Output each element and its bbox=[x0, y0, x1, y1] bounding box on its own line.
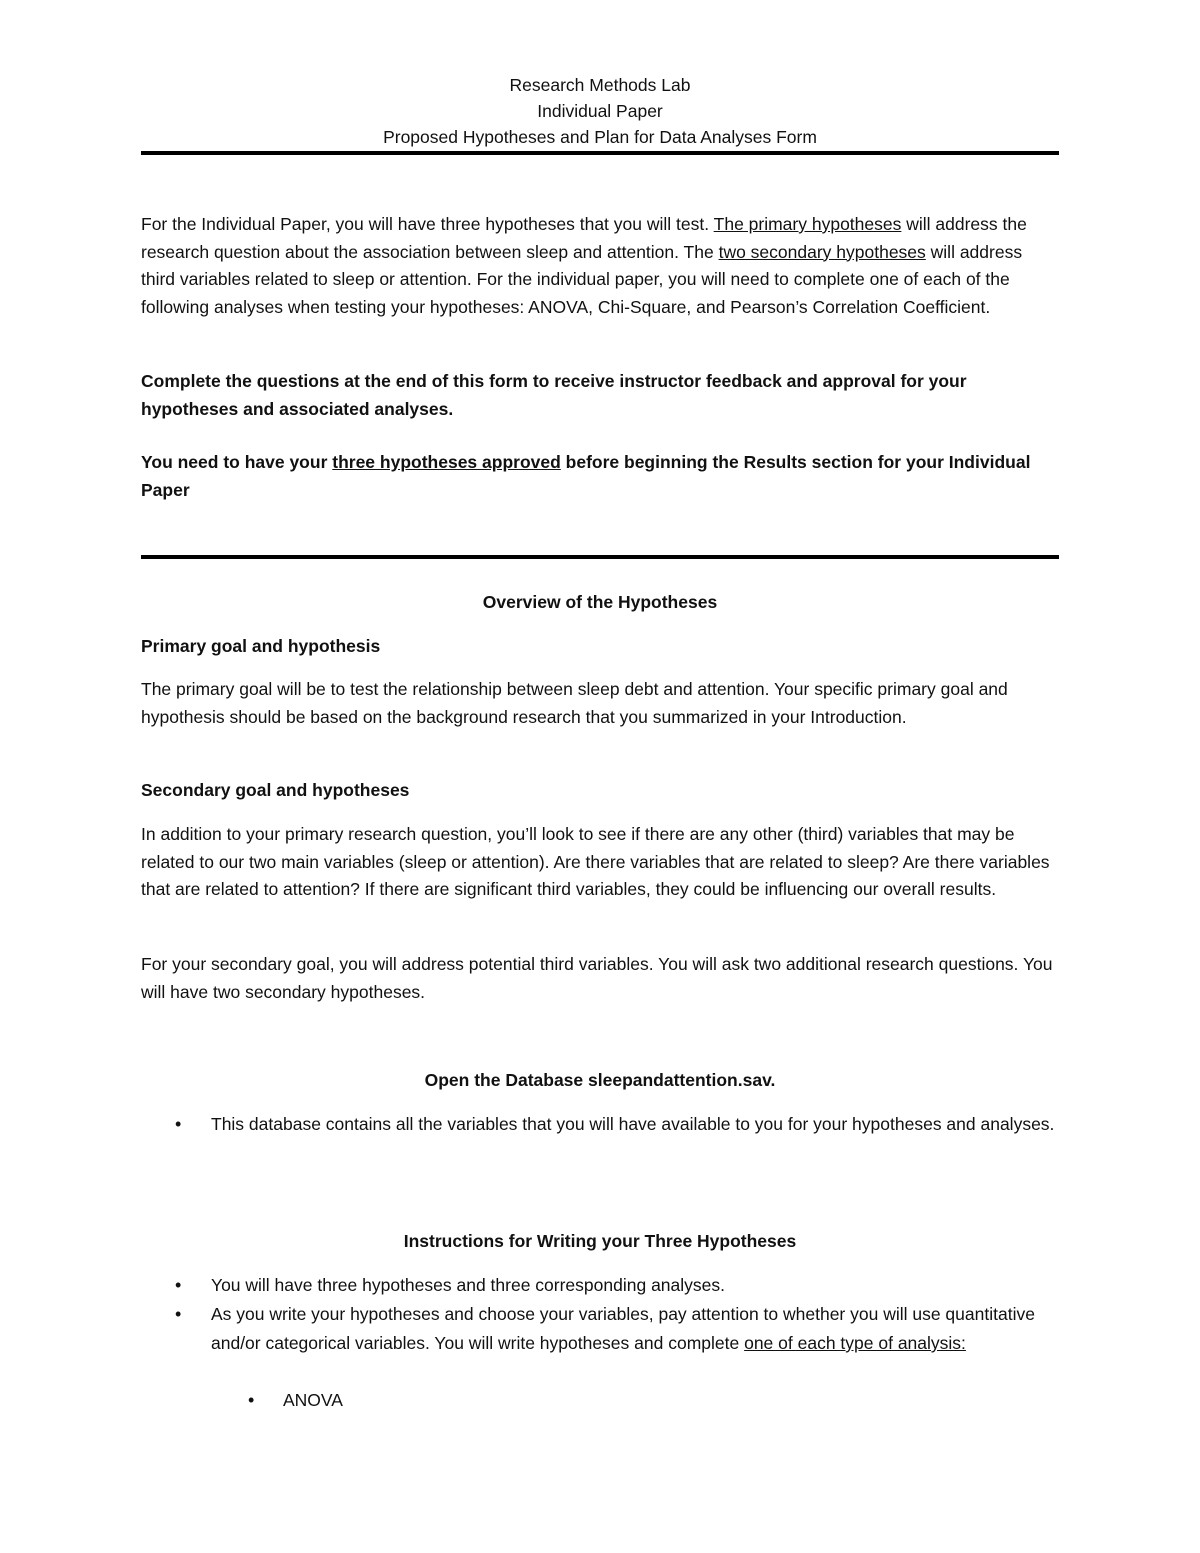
header-form-title: Proposed Hypotheses and Plan for Data Analyses Form bbox=[383, 127, 817, 147]
database-title: Open the Database sleepandattention.sav. bbox=[424, 1070, 776, 1090]
list-item bbox=[141, 1271, 1059, 1300]
intro-secondary-hypotheses-underlined: two secondary hypotheses bbox=[718, 241, 926, 262]
secondary-goal-heading: Secondary goal and hypotheses bbox=[141, 780, 410, 800]
list-item bbox=[141, 1110, 1059, 1139]
bullet-icon: • bbox=[175, 1275, 182, 1295]
list-item bbox=[141, 1300, 1059, 1358]
list-item bbox=[246, 1386, 946, 1415]
complete-questions-note: Complete the questions at the end of this form to receive instructor feedback and approval for your hypotheses and associated analyses. bbox=[141, 371, 967, 419]
approval-text-1: You need to have your bbox=[141, 452, 333, 472]
primary-goal-text: The primary goal will be to test the relationship between sleep debt and attention. Your specific primary goal and hypothesis should be based on the background research that you summarized in your Introduction. bbox=[141, 679, 1008, 727]
secondary-goal-text-2: For your secondary goal, you will address potential third variables. You will ask two additional research questions. You will have two secondary hypotheses. bbox=[141, 954, 1053, 1002]
approval-requirement-note bbox=[141, 449, 1059, 504]
analysis-type-list bbox=[246, 1386, 946, 1415]
overview-title: Overview of the Hypotheses bbox=[482, 592, 718, 612]
primary-goal-heading: Primary goal and hypothesis bbox=[141, 636, 381, 656]
secondary-goal-text-1: In addition to your primary research question, you’ll look to see if there are any other (third) variables that may be related to our two main variables (sleep or attention). Are there variables that are related to sleep? Are there variables that are related to attention? If there are significant third variables, they could be influencing our overall results. bbox=[141, 824, 1050, 899]
bullet-icon: • bbox=[175, 1304, 182, 1324]
header-paper-title: Individual Paper bbox=[537, 101, 663, 121]
section-divider bbox=[141, 555, 1059, 559]
intro-paragraph bbox=[141, 211, 1059, 321]
intro-text-3: will address third variables related to sleep or attention. For the individual paper, you will need to complete one of each of the following analyses when testing your hypotheses: ANOVA, Chi-Square, and Pearson’s Correlation Coefficient. bbox=[141, 241, 1023, 317]
analysis-type-anova: ANOVA bbox=[283, 1390, 343, 1410]
approval-text-2: before beginning the Results section for your Individual Paper bbox=[141, 452, 1031, 500]
instructions-title: Instructions for Writing your Three Hypotheses bbox=[403, 1231, 797, 1251]
header-divider bbox=[141, 151, 1059, 155]
bullet-icon: • bbox=[175, 1114, 182, 1134]
database-bullet-text: This database contains all the variables that you will have available to you for your hypotheses and analyses. bbox=[211, 1114, 1055, 1134]
intro-text-1: For the Individual Paper, you will have three hypotheses that you will test. bbox=[141, 214, 714, 234]
database-bullet-list bbox=[141, 1110, 1059, 1139]
approval-underlined: three hypotheses approved bbox=[332, 452, 561, 472]
instructions-bullet-text-1: You will have three hypotheses and three corresponding analyses. bbox=[211, 1275, 725, 1295]
header-course-title: Research Methods Lab bbox=[509, 75, 691, 95]
intro-text-2: will address the research question about the association between sleep and attention. The bbox=[141, 214, 1027, 262]
intro-primary-hypotheses-underlined: The primary hypotheses bbox=[713, 214, 902, 234]
instructions-underlined: one of each type of analysis: bbox=[744, 1333, 966, 1353]
instructions-bullet-list bbox=[141, 1271, 1059, 1358]
bullet-icon: • bbox=[248, 1390, 255, 1410]
instructions-bullet-text-2: As you write your hypotheses and choose your variables, pay attention to whether you will use quantitative and/or categorical variables. You will write hypotheses and complete bbox=[211, 1304, 1035, 1353]
